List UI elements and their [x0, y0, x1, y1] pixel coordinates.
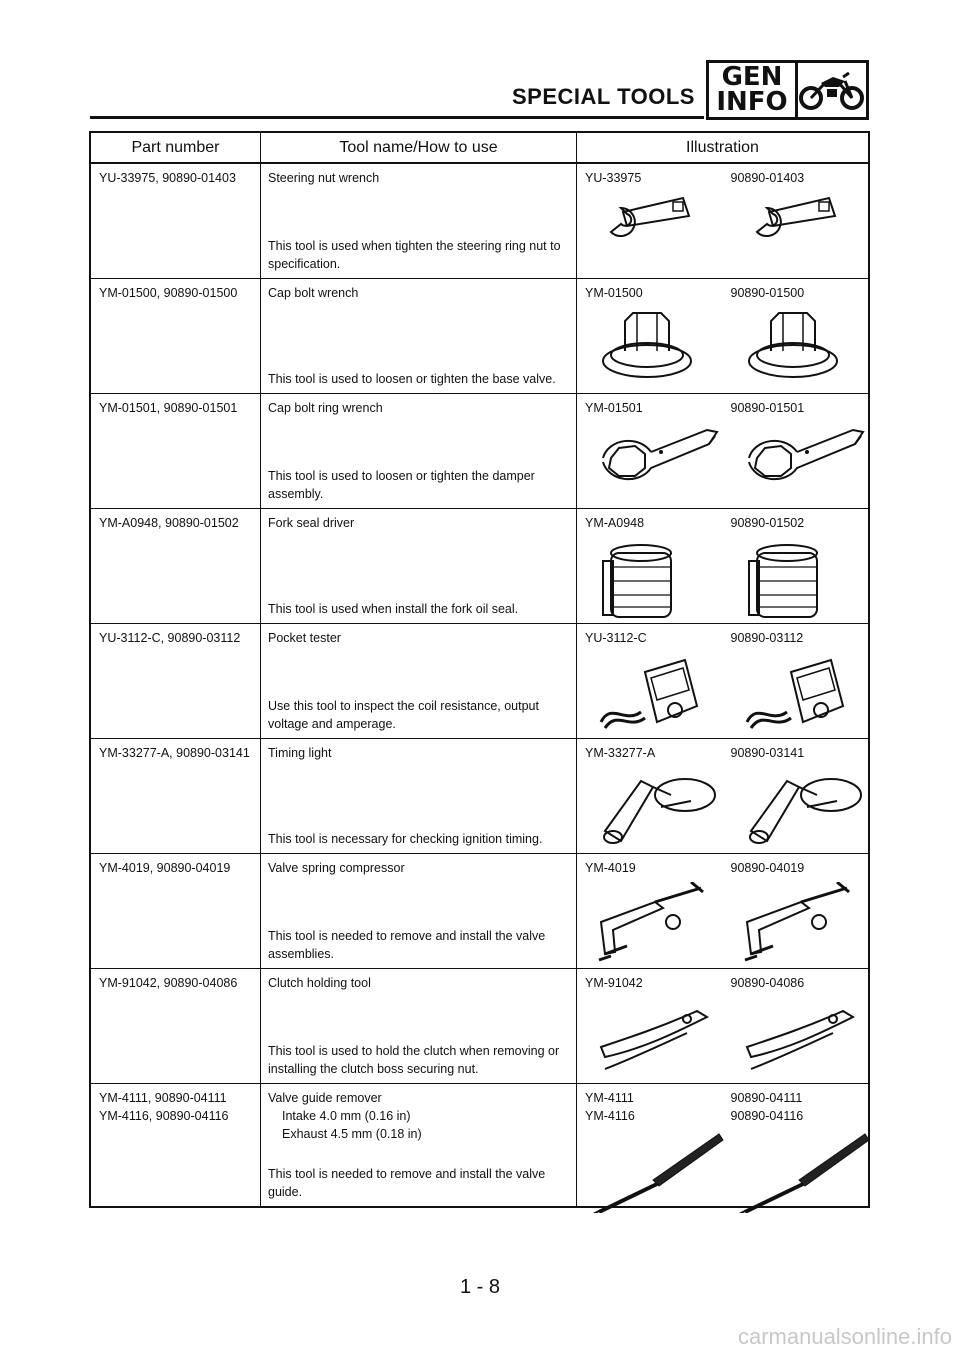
- illustration-label: 90890-03141: [730, 746, 805, 760]
- part-number-cell: [91, 394, 261, 508]
- part-number-cell: [91, 624, 261, 738]
- tool-name: Steering nut wrench: [268, 171, 380, 185]
- tool-name-cell: [261, 624, 577, 738]
- illustration-label: YM-4111: [585, 1091, 634, 1105]
- table-row: [91, 164, 868, 279]
- tool-usage: This tool is used to loosen or tighten the base valve.: [268, 372, 556, 386]
- illustration-label: 90890-01501: [730, 401, 805, 415]
- illustration-label: YM-4019: [585, 861, 636, 875]
- illustration-label: YM-A0948: [585, 516, 645, 530]
- part-number-cell: [91, 739, 261, 853]
- tool-name-cell: [261, 279, 577, 393]
- tool-spec: Exhaust 4.5 mm (0.18 in): [282, 1127, 422, 1141]
- tool-usage: This tool is necessary for checking ignition timing.: [268, 832, 543, 846]
- tool-name-cell: [261, 969, 577, 1083]
- tool-name-cell: [261, 1084, 577, 1206]
- tool-usage: This tool is needed to remove and install the valve assemblies.: [268, 929, 546, 961]
- part-number: YM-01500, 90890-01500: [99, 286, 238, 300]
- illustration-label: 90890-04116: [730, 1109, 804, 1123]
- section-badge: [706, 60, 869, 120]
- tool-usage: This tool is needed to remove and install the valve guide.: [268, 1167, 546, 1199]
- illustration-cell: [577, 624, 868, 738]
- illustration-label: YU-3112-C: [585, 631, 647, 645]
- tool-name: Pocket tester: [268, 631, 341, 645]
- header-illustration: Illustration: [686, 138, 759, 156]
- part-number-cell: [91, 854, 261, 968]
- illustration-cell: [577, 394, 868, 508]
- part-number-cell: [91, 1084, 261, 1206]
- tool-name: Timing light: [268, 746, 332, 760]
- illustration-b: [723, 394, 869, 508]
- table-body: [91, 164, 868, 1206]
- tool-name-cell: [261, 509, 577, 623]
- illustration-b: [723, 854, 869, 968]
- illustration-label: YM-4116: [585, 1109, 635, 1123]
- special-tools-table: [89, 131, 870, 1208]
- tool-name-cell: [261, 164, 577, 278]
- section-label: [709, 63, 798, 117]
- tool-spec: Intake 4.0 mm (0.16 in): [282, 1109, 411, 1123]
- tool-usage: This tool is used to loosen or tighten the damper assembly.: [268, 469, 535, 501]
- tool-usage: Use this tool to inspect the coil resistance, output voltage and amperage.: [268, 699, 539, 731]
- illustration-label: 90890-04019: [730, 861, 805, 875]
- tool-name-cell: [261, 854, 577, 968]
- illustration-b: [723, 164, 869, 278]
- illustration-cell: [577, 739, 868, 853]
- illustration-label: 90890-04086: [730, 976, 805, 990]
- part-number: YM-A0948, 90890-01502: [99, 516, 239, 530]
- illustration-label: YM-91042: [585, 976, 643, 990]
- header-tool-name: Tool name/How to use: [261, 133, 577, 162]
- illustration-cell: [577, 969, 868, 1083]
- part-number-cell: [91, 509, 261, 623]
- tool-name-cell: [261, 394, 577, 508]
- illustration-a: [577, 509, 723, 623]
- illustration-b: [723, 1084, 869, 1206]
- illustration-b: [723, 279, 869, 393]
- tool-usage: This tool is used when tighten the steering ring nut to specification.: [268, 239, 561, 271]
- illustration-a: [577, 739, 723, 853]
- part-number-cell: [91, 164, 261, 278]
- title-rule: [90, 116, 704, 119]
- table-row: [91, 624, 868, 739]
- table-row: [91, 969, 868, 1084]
- illustration-cell: [577, 854, 868, 968]
- illustration-a: [577, 279, 723, 393]
- part-number: YM-4019, 90890-04019: [99, 861, 231, 875]
- page-title: SPECIAL TOOLS: [512, 84, 695, 109]
- illustration-a: [577, 854, 723, 968]
- tool-name: Valve guide remover: [268, 1091, 382, 1105]
- illustration-label: 90890-01500: [730, 286, 805, 300]
- illustration-a: [577, 624, 723, 738]
- table-row: [91, 279, 868, 394]
- illustration-label: YM-01501: [585, 401, 643, 415]
- table-header: [91, 133, 868, 164]
- table-row: [91, 1084, 868, 1206]
- illustration-label: 90890-04111: [730, 1091, 803, 1105]
- section-label-line1: GEN: [721, 62, 783, 92]
- illustration-a: [577, 164, 723, 278]
- part-number: YM-01501, 90890-01501: [99, 401, 238, 415]
- illustration-cell: [577, 279, 868, 393]
- part-number: YM-33277-A, 90890-03141: [99, 746, 250, 760]
- illustration-cell: [577, 1084, 868, 1206]
- illustration-cell: [577, 509, 868, 623]
- motorcycle-icon: [798, 63, 866, 117]
- tool-name: Valve spring compressor: [268, 861, 405, 875]
- watermark: carmanualsonline.info: [737, 1324, 952, 1349]
- part-number: YM-4111, 90890-04111: [99, 1091, 227, 1105]
- table-row: [91, 509, 868, 624]
- part-number-cell: [91, 969, 261, 1083]
- illustration-a: [577, 394, 723, 508]
- illustration-label: 90890-01502: [730, 516, 805, 530]
- tool-usage: This tool is used to hold the clutch when removing or installing the clutch boss securing nut.: [268, 1044, 560, 1076]
- illustration-label: 90890-03112: [730, 631, 804, 645]
- page-number: 1 - 8: [459, 1276, 501, 1298]
- illustration-a: [577, 969, 723, 1083]
- tool-name: Cap bolt wrench: [268, 286, 359, 300]
- tool-name: Fork seal driver: [268, 516, 355, 530]
- illustration-a: [577, 1084, 723, 1206]
- illustration-b: [723, 509, 869, 623]
- section-label-line2: INFO: [716, 87, 788, 117]
- illustration-cell: [577, 164, 868, 278]
- part-number: YU-33975, 90890-01403: [99, 171, 236, 185]
- illustration-b: [723, 739, 869, 853]
- illustration-b: [723, 624, 869, 738]
- table-row: [91, 394, 868, 509]
- tool-name: Cap bolt ring wrench: [268, 401, 383, 415]
- part-number: YM-91042, 90890-04086: [99, 976, 238, 990]
- illustration-label: YM-33277-A: [585, 746, 656, 760]
- tool-usage: This tool is used when install the fork oil seal.: [268, 602, 519, 616]
- part-number: YM-4116, 90890-04116: [99, 1109, 229, 1123]
- illustration-label: YM-01500: [585, 286, 643, 300]
- part-number-cell: [91, 279, 261, 393]
- illustration-b: [723, 969, 869, 1083]
- table-row: [91, 854, 868, 969]
- tool-name: Clutch holding tool: [268, 976, 371, 990]
- tool-name-cell: [261, 739, 577, 853]
- table-row: [91, 739, 868, 854]
- part-number: YU-3112-C, 90890-03112: [99, 631, 241, 645]
- header-part-number: Part number: [91, 133, 261, 162]
- illustration-label: YU-33975: [585, 171, 642, 185]
- illustration-label: 90890-01403: [730, 171, 805, 185]
